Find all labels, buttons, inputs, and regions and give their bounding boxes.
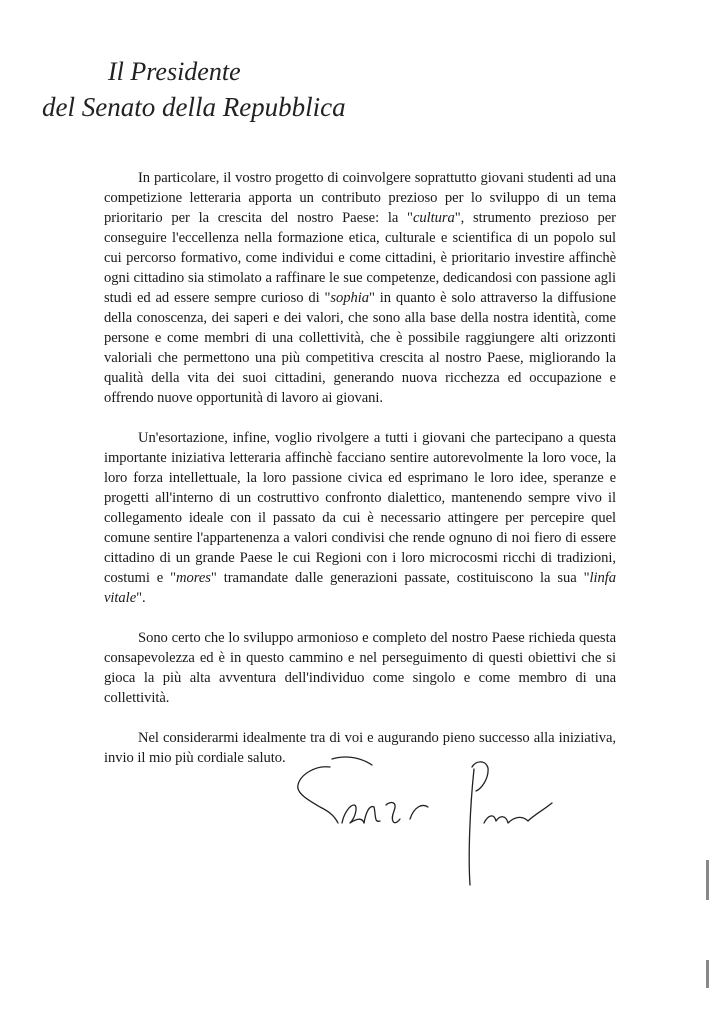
letterhead-title: Il Presidente bbox=[108, 57, 241, 86]
text-run: In particolare, il vostro progetto di coinvolgere soprattutto giovani studenti ad una competizione letteraria apporta un contributo prezioso per lo sviluppo di un tema prioritario per la crescita del nostro Paese: la " bbox=[104, 170, 616, 226]
letterhead-svg bbox=[40, 50, 360, 130]
scan-edge-mark bbox=[706, 960, 709, 988]
letter-body bbox=[104, 168, 616, 788]
text-run: ". bbox=[136, 590, 146, 606]
emphasized-term: cultura bbox=[412, 210, 455, 226]
text-run: " in quanto è solo attraverso la diffusione della conoscenza, dei saperi e dei valori, che sono alla base della nostra identità, come persone e come membri di una collettività, che è possibile raggiungere alti orizzonti valoriali che permettono una più competitiva crescita al nostro Paese, migliorando la qualità della vita dei suoi cittadini, generando nuova ricchezza ed occupazione e offrendo nuove opportunità di lavoro ai giovani. bbox=[104, 290, 616, 406]
paragraph bbox=[104, 168, 616, 408]
letterhead bbox=[40, 50, 360, 130]
text-run: " tramandate dalle generazioni passate, costituiscono la sua " bbox=[210, 570, 590, 586]
paragraph bbox=[104, 628, 616, 708]
emphasized-term: mores bbox=[176, 570, 211, 586]
emphasized-term: sophia bbox=[330, 290, 370, 306]
paragraph bbox=[104, 428, 616, 608]
handwritten-signature bbox=[290, 745, 590, 895]
text-run: Nel considerarmi idealmente tra di voi e augurando pieno successo alla iniziativa, invio il mio più cordiale saluto. bbox=[104, 730, 616, 766]
scan-edge-mark bbox=[706, 860, 709, 900]
text-run: Un'esortazione, infine, voglio rivolgere a tutti i giovani che partecipano a questa importante iniziativa letteraria affinchè facciano sentire autorevolmente la loro voce, la loro forza intellettuale, la loro passione civica ed esprimano le loro idee, speranze e progetti all'interno di un costruttivo confronto dialettico, mantenendo sempre vivo il collegamento ideale con il passato da cui è necessario attingere per percepire quel comune sentire l'appartenenza a valori condivisi che rende ognuno di noi fiero di essere cittadino di un grande Paese le cui Regioni con i loro microcosmi ricchi di tradizioni, costumi e " bbox=[104, 430, 616, 586]
letterhead-subtitle: del Senato della Repubblica bbox=[42, 92, 346, 122]
text-run: Sono certo che lo sviluppo armonioso e completo del nostro Paese richieda questa consapevolezza ed è in questo cammino e nel perseguimento di questi obiettivi che si gioca la più alta avventura dell'individuo come singolo e come membro di una collettività. bbox=[104, 630, 616, 706]
text-run: ", strumento prezioso per conseguire l'eccellenza nella formazione etica, culturale e scientifica di un popolo sul cui percorso formativo, come individui e come cittadini, è prioritario investire affinchè ogni cittadino sia stimolato a raffinare le sue competenze, dedicandosi con passione agli studi ed ad essere sempre curioso di " bbox=[104, 210, 616, 306]
emphasized-term: linfa vitale bbox=[104, 570, 616, 606]
